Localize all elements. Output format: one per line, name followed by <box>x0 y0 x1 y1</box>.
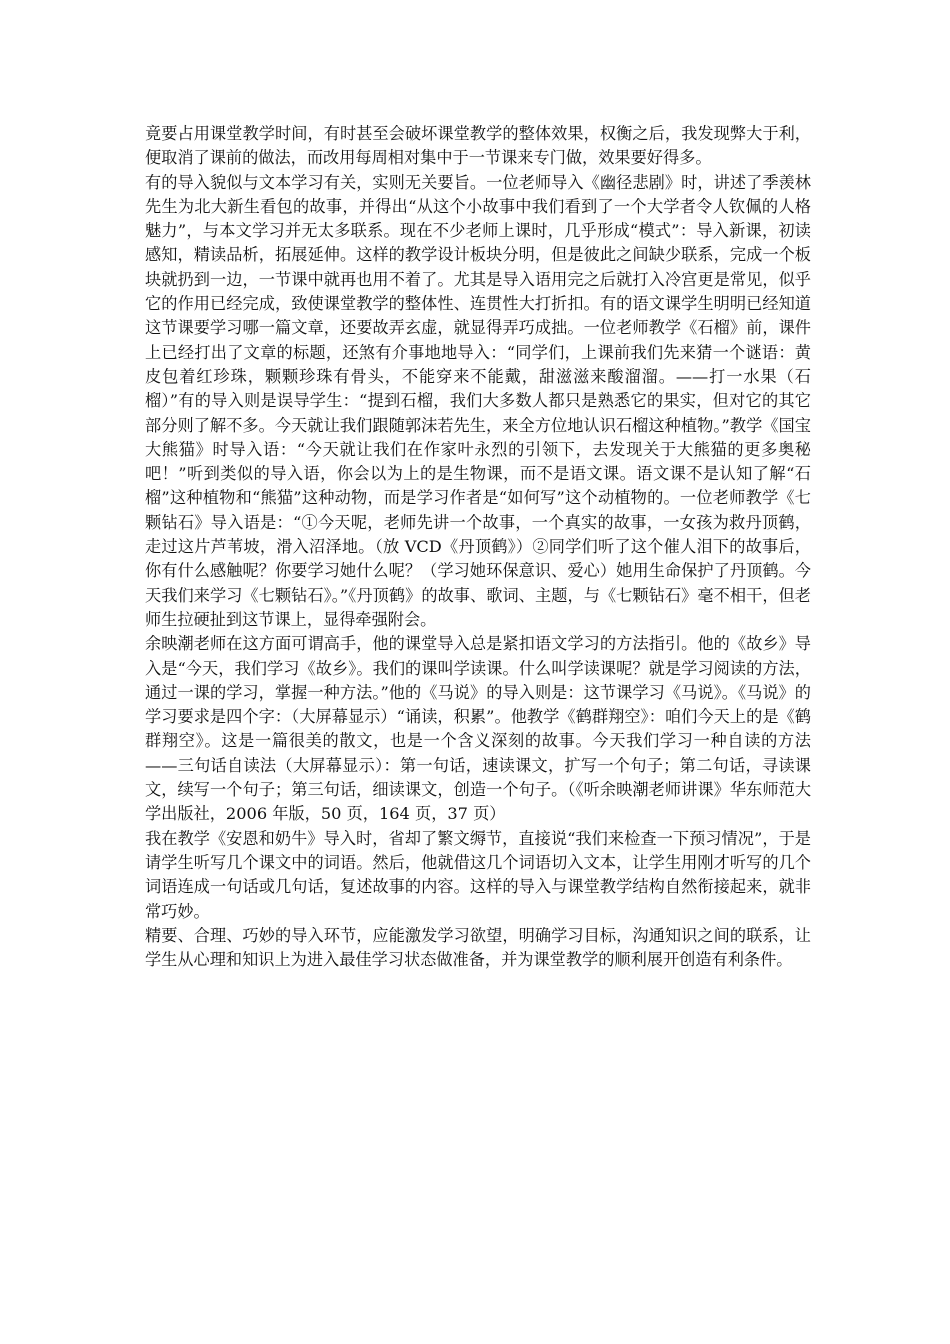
paragraph-5: 精要、合理、巧妙的导入环节，应能激发学习欲望，明确学习目标，沟通知识之间的联系，让学生从心理和知识上为进入最佳学习状态做准备，并为课堂教学的顺利展开创造有利条件。 <box>145 925 811 970</box>
document-body <box>145 122 811 972</box>
paragraph-2: 有的导入貌似与文本学习有关，实则无关要旨。一位老师导入《幽径悲剧》时，讲述了季羡林先生为北大新生看包的故事，并得出“从这个小故事中我们看到了一个大学者令人钦佩的人格魅力”，与本文学习并无太多联系。现在不少老师上课时，几乎形成“模式”：导入新课，初读感知，精读品析，拓展延伸。这样的教学设计板块分明，但是彼此之间缺少联系，完成一个板块就扔到一边，一节课中就再也用不着了。尤其是导入语用完之后就打入冷宫更是常见，似乎它的作用已经完成，致使课堂教学的整体性、连贯性大打折扣。有的语文课学生明明已经知道这节课要学习哪一篇文章，还要故弄玄虚，就显得弄巧成拙。一位老师教学《石榴》前，课件上已经打出了文章的标题，还煞有介事地地导入：“同学们，上课前我们先来猜一个谜语：黄皮包着红珍珠，颗颗珍珠有骨头，不能穿来不能戴，甜滋滋来酸溜溜。——打一水果（石榴）”有的导入则是误导学生：“提到石榴，我们大多数人都只是熟悉它的果实，但对它的其它部分则了解不多。今天就让我们跟随郭沫若先生，来全方位地认识石榴这种植物。”教学《国宝大熊猫》时导入语：“今天就让我们在作家叶永烈的引领下，去发现关于大熊猫的更多奥秘吧！”听到类似的导入语，你会以为上的是生物课，而不是语文课。语文课不是认知了解“石榴”这种植物和“熊猫”这种动物，而是学习作者是“如何写”这个动植物的。一位老师教学《七颗钻石》导入语是：“①今天呢，老师先讲一个故事，一个真实的故事，一女孩为救丹顶鹤，走过这片芦苇坡，滑入沼泽地。（放 VCD《丹顶鹤》）②同学们听了这个催人泪下的故事后，你有什么感触呢？你要学习她什么呢？（学习她环保意识、爱心）她用生命保护了丹顶鹤。今天我们来学习《七颗钻石》。”《丹顶鹤》的故事、歌词、主题，与《七颗钻石》毫不相干，但老师生拉硬扯到这节课上，显得牵强附会。 <box>145 172 811 629</box>
paragraph-4: 我在教学《安恩和奶牛》导入时，省却了繁文缛节，直接说“我们来检查一下预习情况”，于是请学生听写几个课文中的词语。然后，他就借这几个词语切入文本，让学生用刚才听写的几个词语连成一句话或几句话，复述故事的内容。这样的导入与课堂教学结构自然衔接起来，就非常巧妙。 <box>145 828 811 921</box>
paragraph-1: 竟要占用课堂教学时间，有时甚至会破坏课堂教学的整体效果，权衡之后，我发现弊大于利，便取消了课前的做法，而改用每周相对集中于一节课来专门做，效果要好得多。 <box>145 124 811 168</box>
paragraph-3: 余映潮老师在这方面可谓高手，他的课堂导入总是紧扣语文学习的方法指引。他的《故乡》导入是“今天，我们学习《故乡》。我们的课叫学读课。什么叫学读课呢？就是学习阅读的方法，通过一课的学习，掌握一种方法。”他的《马说》的导入则是：这节课学习《马说》。《马说》的学习要求是四个字：（大屏幕显示）“诵读，积累”。他教学《鹤群翔空》：咱们今天上的是《鹤群翔空》。这是一篇很美的散文，也是一个含义深刻的故事。今天我们学习一种自读的方法——三句话自读法（大屏幕显示）：第一句话，速读课文，扩写一个句子；第二句话，寻读课文，续写一个句子；第三句话，细读课文，创造一个句子。（《听余映潮老师讲课》华东师范大学出版社，2006 年版，50 页，164 页，37 页） <box>145 634 811 824</box>
